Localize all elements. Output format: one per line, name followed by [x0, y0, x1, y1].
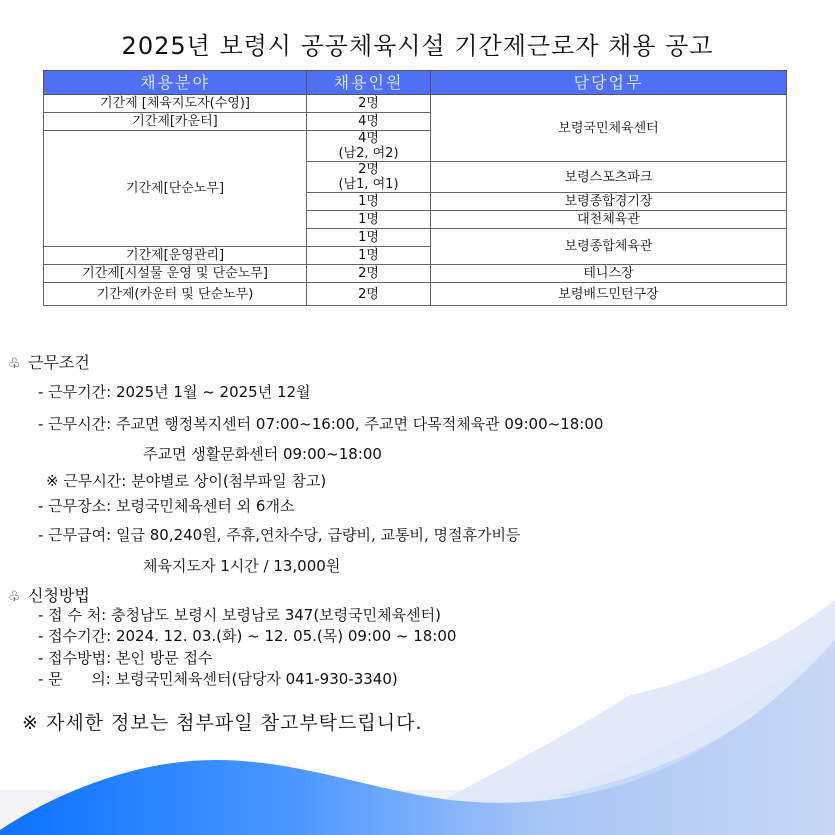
page-title: 2025년 보령시 공공체육시설 기간제근로자 채용 공고 [121, 32, 714, 60]
cell-count: 1명 [307, 211, 431, 229]
recruitment-table [43, 70, 787, 306]
work-hours-line1: - 근무시간: 주교면 행정복지센터 07:00~16:00, 주교면 다목적체육관 09:00~18:00 [38, 415, 604, 433]
cell-count [307, 131, 431, 162]
application-title: 신청방법 [28, 586, 90, 605]
header-field: 채용분야 [44, 71, 307, 95]
work-conditions-heading [8, 350, 90, 373]
count-value: 4명 [358, 131, 379, 146]
cell-duty: 보령종합체육관 [431, 229, 787, 265]
work-period: - 근무기간: 2025년 1월 ~ 2025년 12월 [38, 383, 311, 401]
application-place: - 접 수 처: 충청남도 보령시 보령남로 347(보령국민체육센터) [38, 606, 441, 624]
table-row [44, 283, 787, 306]
cell-field: 기간제 [체육지도자(수영)] [44, 95, 307, 113]
work-pay-line1: - 근무급여: 일급 80,240원, 주휴,연차수당, 급량비, 교통비, 명절휴가비등 [38, 526, 521, 544]
cell-count: 1명 [307, 193, 431, 211]
application-inquiry: - 문 의: 보령국민체육센터(담당자 041-930-3340) [38, 670, 398, 688]
work-hours-line2: 주교면 생활문화센터 09:00~18:00 [143, 445, 382, 463]
table-header-row [44, 71, 787, 95]
cell-count [307, 162, 431, 193]
cell-field: 기간제[운영관리] [44, 247, 307, 265]
table-row [44, 265, 787, 283]
cell-field: 기간제[카운터] [44, 113, 307, 131]
work-place: - 근무장소: 보령국민체육센터 외 6개소 [38, 497, 295, 515]
footer-note: ※ 자세한 정보는 첨부파일 참고부탁드립니다. [22, 712, 423, 734]
cell-field: 기간제[시설물 운영 및 단순노무] [44, 265, 307, 283]
cell-count: 2명 [307, 265, 431, 283]
cell-duty: 보령종합경기장 [431, 193, 787, 211]
application-method: - 접수방법: 본인 방문 접수 [38, 649, 213, 667]
clover-icon: ♧ [8, 589, 21, 605]
cell-duty: 보령국민체육센터 [431, 95, 787, 162]
cell-count: 4명 [307, 113, 431, 131]
application-period: - 접수기간: 2024. 12. 03.(화) ~ 12. 05.(목) 09:00 ~ 18:00 [38, 627, 457, 645]
count-breakdown: (남1, 여1) [338, 177, 399, 192]
work-pay-line2: 체육지도자 1시간 / 13,000원 [143, 557, 341, 575]
cell-duty: 보령배드민턴구장 [431, 283, 787, 306]
work-hours-note: ※ 근무시간: 분야별로 상이(첨부파일 참고) [46, 472, 327, 490]
cell-count: 2명 [307, 95, 431, 113]
clover-icon: ♧ [8, 356, 21, 372]
header-count: 채용인원 [307, 71, 431, 95]
count-breakdown: (남2, 여2) [338, 146, 399, 161]
count-value: 2명 [358, 162, 379, 177]
cell-duty: 보령스포츠파크 [431, 162, 787, 193]
application-heading [8, 583, 90, 606]
header-duty: 담당업무 [431, 71, 787, 95]
cell-field: 기간제(카운터 및 단순노무) [44, 283, 307, 306]
cell-count: 1명 [307, 229, 431, 247]
cell-count: 1명 [307, 247, 431, 265]
work-conditions-title: 근무조건 [28, 353, 90, 372]
cell-duty: 테니스장 [431, 265, 787, 283]
cell-field: 기간제[단순노무] [44, 131, 307, 247]
cell-duty: 대천체육관 [431, 211, 787, 229]
table-row [44, 95, 787, 113]
cell-count: 2명 [307, 283, 431, 306]
